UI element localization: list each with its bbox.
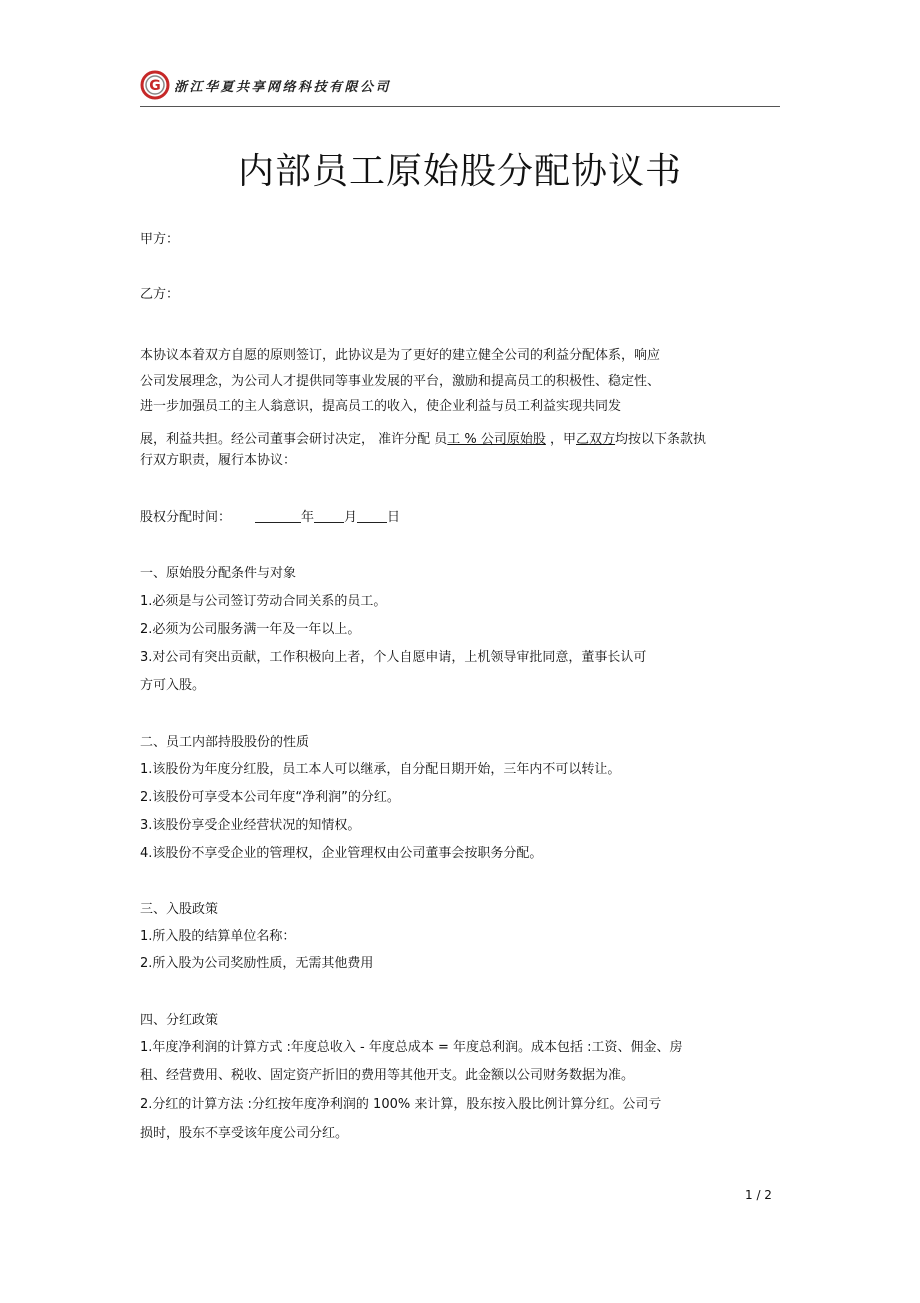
list-item: 4.该股份不享受企业的管理权，企业管理权由公司董事会按职务分配。	[140, 846, 543, 861]
page-number: 1 / 2	[745, 1188, 772, 1202]
day-blank	[357, 509, 387, 523]
list-item: 方可入股。	[140, 678, 206, 693]
preamble-line	[140, 431, 706, 449]
list-item: 损时，股东不享受该年度公司分红。	[140, 1126, 349, 1141]
preamble-text: 均按以下条款执	[615, 432, 707, 447]
year-blank	[255, 509, 301, 523]
list-item: 2.该股份可享受本公司年度“净利润”的分红。	[140, 790, 400, 805]
company-name: 浙江华夏共享网络科技有限公司	[174, 79, 392, 95]
preamble-line: 本协议本着双方自愿的原则签订，此协议是为了更好的建立健全公司的利益分配体系，响应	[140, 348, 661, 363]
list-item: 3.该股份享受企业经营状况的知情权。	[140, 818, 361, 833]
list-item: 1.必须是与公司签订劳动合同关系的员工。	[140, 594, 387, 609]
preamble-line: 行双方职责，履行本协议：	[140, 453, 297, 468]
month-label: 月	[344, 510, 358, 525]
party-a: 甲方：	[140, 232, 180, 247]
year-label: 年	[301, 510, 315, 525]
logo-letter: G	[149, 78, 161, 94]
preamble-text: 展，利益共担。经公司董事会研讨决定， 准许分配 员	[140, 432, 448, 447]
list-item: 1.所入股的结算单位名称：	[140, 929, 296, 944]
preamble-line: 进一步加强员工的主人翁意识，提高员工的收入，使企业利益与员工利益实现共同发	[140, 399, 622, 414]
list-item: 2.分红的计算方法 :分红按年度净利润的 100% 来计算，股东按入股比例计算分红。公司亏	[140, 1097, 662, 1112]
month-blank	[314, 509, 344, 523]
preamble-line: 公司发展理念，为公司人才提供同等事业发展的平台，激励和提高员工的积极性、稳定性、	[140, 374, 661, 389]
section-heading: 三、入股政策	[140, 902, 219, 917]
section-heading: 一、原始股分配条件与对象	[140, 566, 297, 581]
distribution-date	[140, 509, 400, 527]
list-item: 2.必须为公司服务满一年及一年以上。	[140, 622, 361, 637]
share-percent-field: 工 % 公司原始股	[447, 432, 546, 447]
list-item: 2.所入股为公司奖励性质，无需其他费用	[140, 956, 374, 971]
document-title: 内部员工原始股分配协议书	[237, 151, 682, 192]
day-label: 日	[387, 510, 401, 525]
letterhead	[140, 70, 391, 100]
party-b: 乙方：	[140, 287, 180, 302]
company-logo-icon	[140, 70, 170, 100]
both-parties: 乙双方	[576, 432, 616, 447]
list-item: 1.年度净利润的计算方式 :年度总收入 - 年度总成本 = 年度总利润。成本包括 :工资、佣金、房	[140, 1040, 683, 1055]
preamble-text: ，甲	[545, 432, 577, 447]
list-item: 3.对公司有突出贡献，工作积极向上者，个人自愿申请，上机领导审批同意，董事长认可	[140, 650, 647, 665]
header-divider	[140, 106, 780, 107]
date-label: 股权分配时间：	[140, 510, 232, 525]
section-heading: 二、员工内部持股股份的性质	[140, 735, 310, 750]
list-item: 租、经营费用、税收、固定资产折旧的费用等其他开支。此金额以公司财务数据为准。	[140, 1068, 635, 1083]
section-heading: 四、分红政策	[140, 1013, 219, 1028]
list-item: 1.该股份为年度分红股，员工本人可以继承，自分配日期开始，三年内不可以转让。	[140, 762, 621, 777]
